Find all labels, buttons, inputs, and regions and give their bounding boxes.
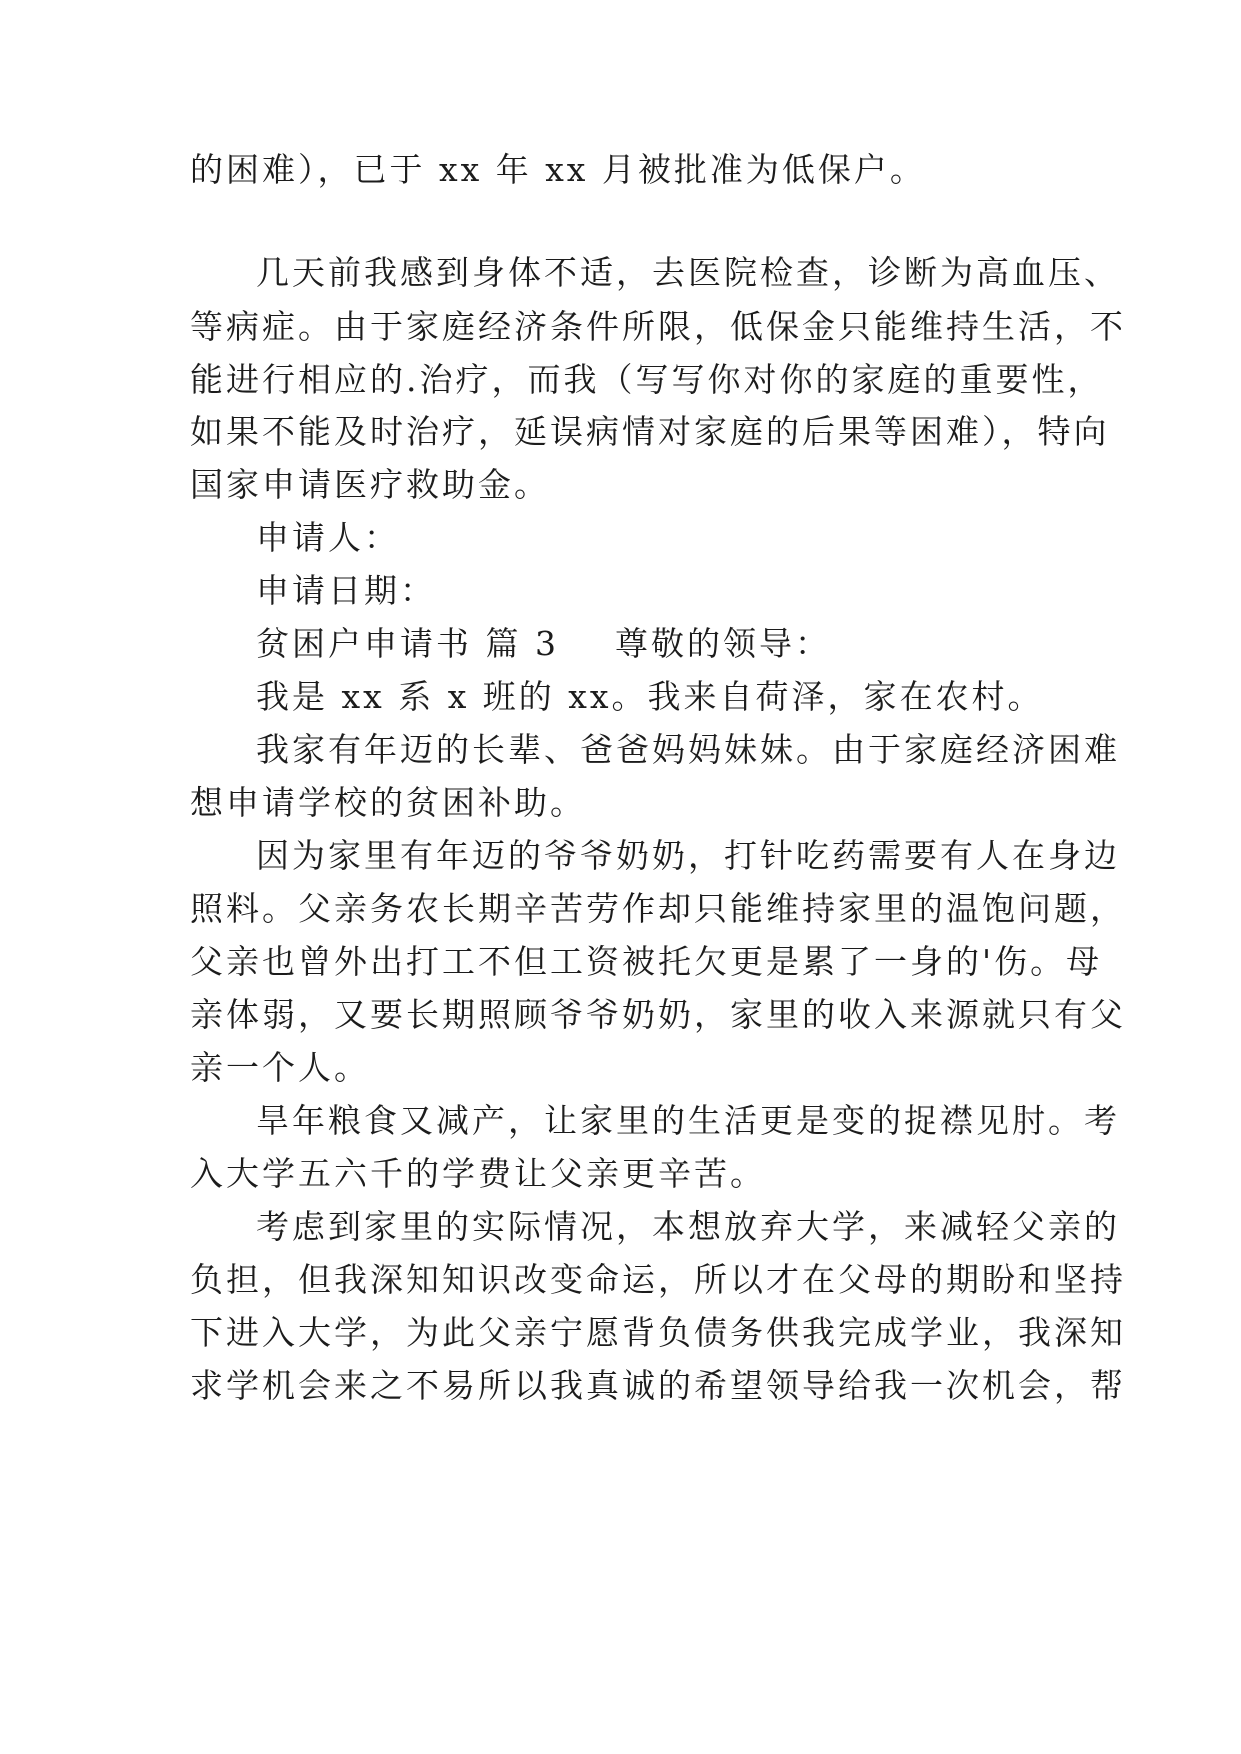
text-line: 亲一个人。 (190, 1048, 370, 1087)
text-line: 等病症。由于家庭经济条件所限，低保金只能维持生活，不 (190, 307, 1126, 346)
text-line: 能进行相应的.治疗，而我（写写你对你的家庭的重要性， (190, 360, 1104, 399)
paragraph-first-line: 因为家里有年迈的爷爷奶奶，打针吃药需要有人在身边 (256, 836, 1120, 875)
text-line: 的困难），已于 xx 年 xx 月被批准为低保户。 (190, 150, 926, 189)
text-line: 如果不能及时治疗，延误病情对家庭的后果等困难），特向 (190, 412, 1110, 451)
text-line: 求学机会来之不易所以我真诚的希望领导给我一次机会，帮 (190, 1366, 1126, 1405)
applicant-label: 申请人： (256, 518, 400, 557)
paragraph-first-line: 考虑到家里的实际情况，本想放弃大学，来减轻父亲的 (256, 1207, 1120, 1246)
text-line: 下进入大学，为此父亲宁愿背负债务供我完成学业，我深知 (190, 1313, 1126, 1352)
text-line: 国家申请医疗救助金。 (190, 465, 550, 504)
application-date-label: 申请日期： (256, 571, 436, 610)
text-line: 想申请学校的贫困补助。 (190, 783, 586, 822)
section-title: 贫困户申请书 篇 3 (256, 624, 559, 663)
text-line: 负担，但我深知知识改变命运，所以才在父母的期盼和坚持 (190, 1260, 1126, 1299)
paragraph-first-line: 我家有年迈的长辈、爸爸妈妈妹妹。由于家庭经济困难 (256, 730, 1120, 769)
text-line: 亲体弱，又要长期照顾爷爷奶奶，家里的收入来源就只有父 (190, 995, 1126, 1034)
paragraph-first-line: 旱年粮食又减产，让家里的生活更是变的捉襟见肘。考 (256, 1101, 1120, 1140)
paragraph-first-line: 我是 xx 系 x 班的 xx。我来自荷泽，家在农村。 (256, 677, 1044, 716)
section-heading-line (256, 624, 831, 664)
text-line: 父亲也曾外出打工不但工资被托欠更是累了一身的'伤。母 (190, 942, 1103, 981)
paragraph-first-line: 几天前我感到身体不适，去医院检查，诊断为高血压、 (256, 253, 1120, 292)
salutation: 尊敬的领导： (614, 624, 831, 663)
text-line: 入大学五六千的学费让父亲更辛苦。 (190, 1154, 766, 1193)
text-line: 照料。父亲务农长期辛苦劳作却只能维持家里的温饱问题， (190, 889, 1126, 928)
